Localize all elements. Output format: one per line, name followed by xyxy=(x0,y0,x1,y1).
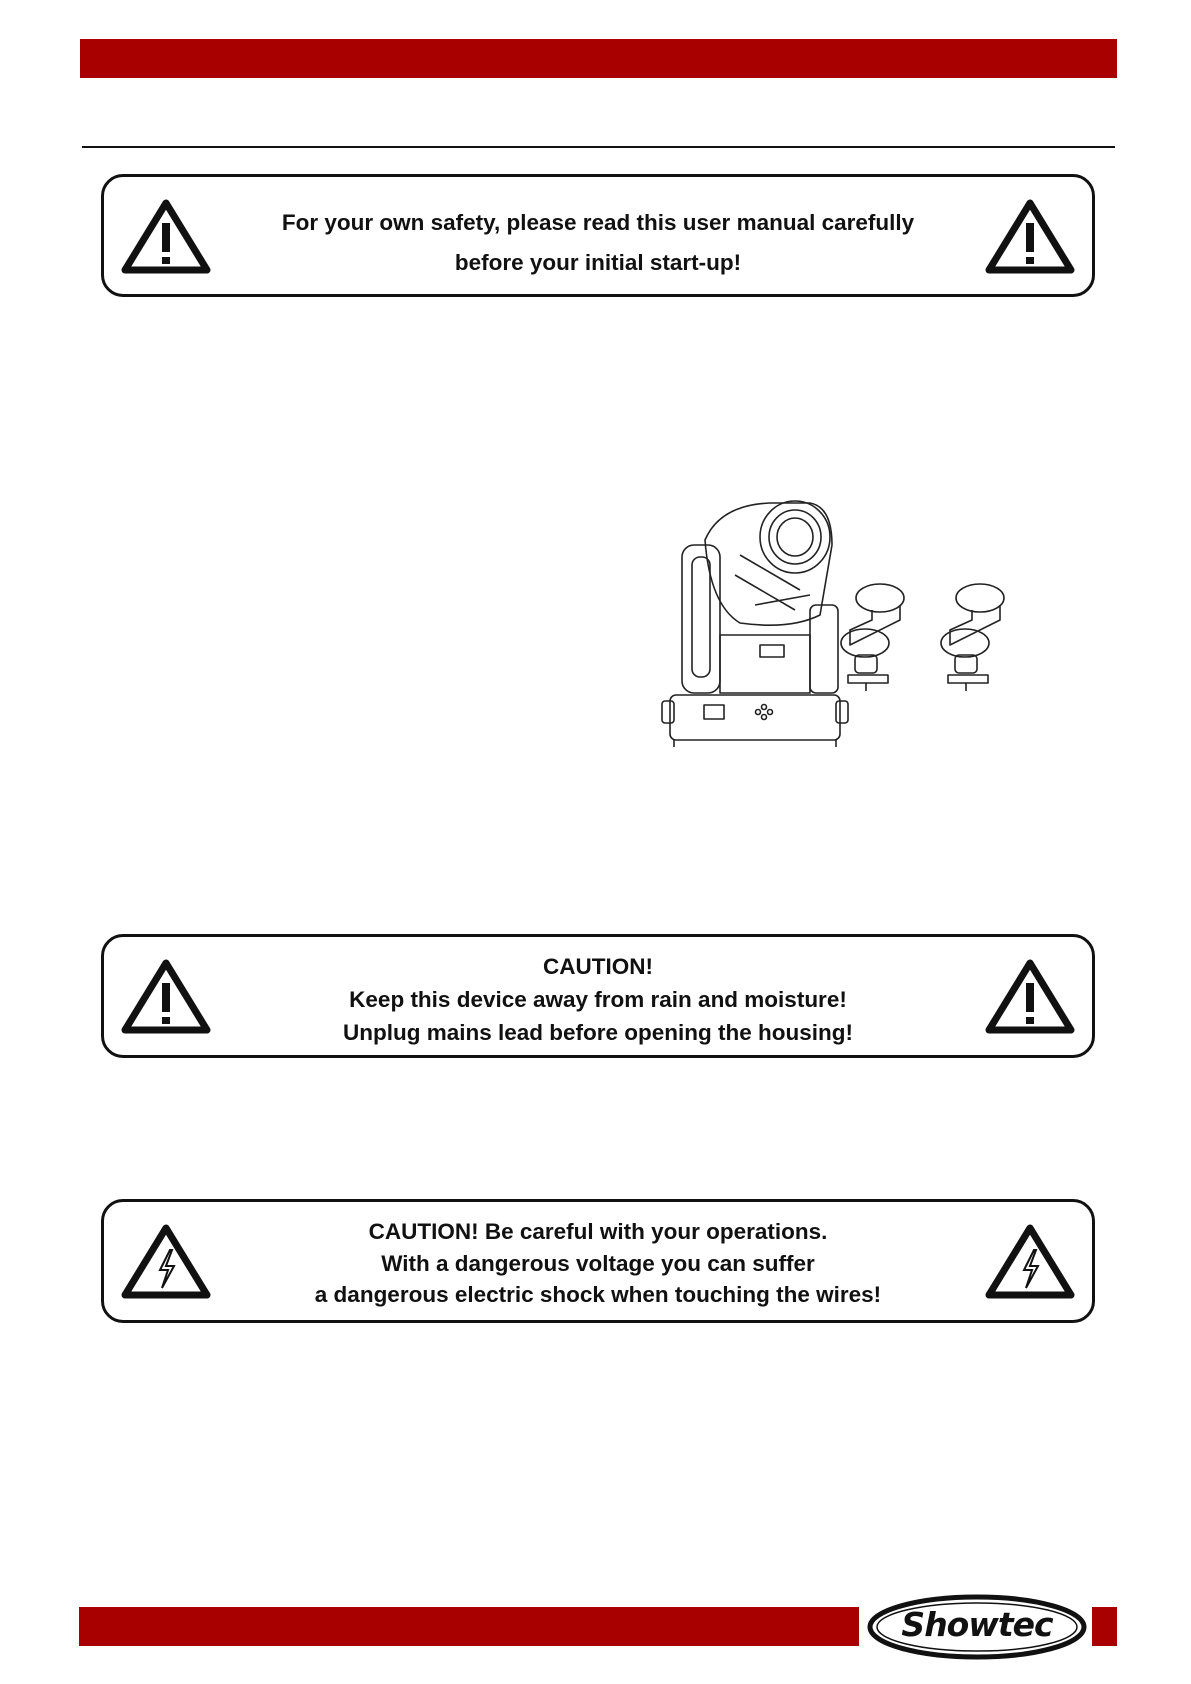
moisture-warning-line-1: CAUTION! xyxy=(543,954,653,979)
voltage-warning-box xyxy=(101,1199,1095,1323)
moisture-warning-line-2: Keep this device away from rain and moisture! xyxy=(349,987,847,1012)
header-rule xyxy=(82,146,1115,148)
high-voltage-icon xyxy=(120,1222,212,1300)
voltage-warning-line-2: With a dangerous voltage you can suffer xyxy=(381,1250,815,1276)
warning-triangle-icon xyxy=(120,957,212,1035)
moisture-warning-line-3: Unplug mains lead before opening the housing! xyxy=(342,1020,853,1045)
safety-warning-text xyxy=(224,203,972,283)
warning-triangle-icon xyxy=(120,197,212,275)
voltage-warning-line-1: CAUTION! Be careful with your operations. xyxy=(368,1219,828,1244)
safety-warning-box xyxy=(101,174,1095,297)
logo-text: Showtec xyxy=(901,1605,1053,1644)
safety-warning-line-2: before your initial start-up! xyxy=(454,250,742,275)
moisture-warning-box xyxy=(101,934,1095,1058)
voltage-warning-line-3: a dangerous electric shock when touching the wires! xyxy=(314,1282,882,1307)
header-bar xyxy=(80,39,1117,78)
footer-bar-end xyxy=(1092,1607,1117,1646)
showtec-logo xyxy=(866,1592,1088,1662)
high-voltage-icon xyxy=(984,1222,1076,1300)
safety-warning-line-1: For your own safety, please read this user manual carefully xyxy=(281,210,915,235)
warning-triangle-icon xyxy=(984,957,1076,1035)
footer-bar xyxy=(79,1607,859,1646)
moisture-warning-text xyxy=(224,950,972,1049)
voltage-warning-text xyxy=(224,1216,972,1311)
moving-head-illustration xyxy=(660,495,1065,755)
warning-triangle-icon xyxy=(984,197,1076,275)
